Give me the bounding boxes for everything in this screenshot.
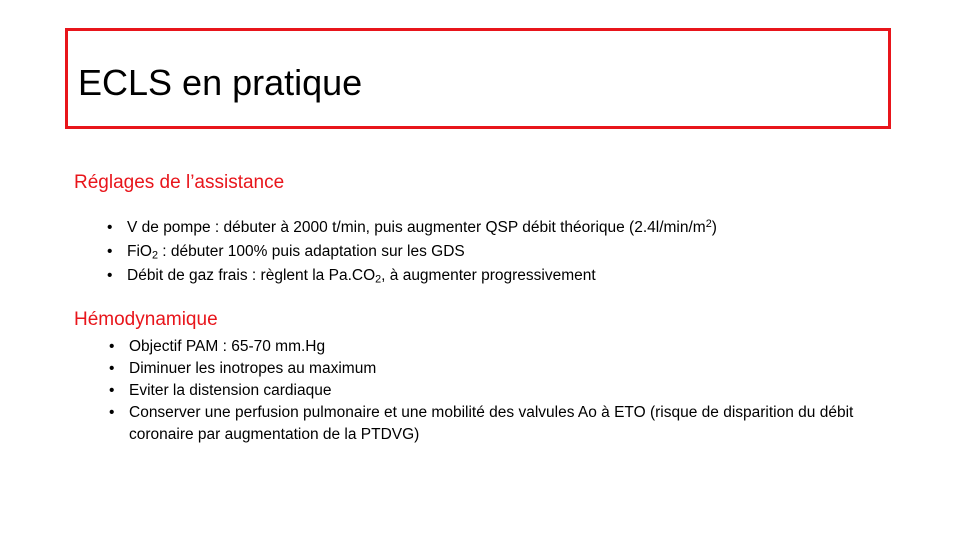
list-item: [109, 380, 914, 402]
bullet-list-reglages: [107, 216, 717, 288]
section-heading-hemodynamique: Hémodynamique: [74, 309, 218, 330]
list-item-text: V de pompe : débuter à 2000 t/min, puis augmenter QSP débit théorique (2.4l/min/m: [127, 219, 706, 236]
list-item-text-suffix: : débuter 100% puis adaptation sur les GDS: [158, 243, 465, 260]
subscript: 2: [151, 249, 158, 262]
bullet-icon: •: [107, 243, 113, 260]
list-item-text-suffix: , à augmenter progressivement: [381, 267, 596, 284]
list-item-text: Eviter la distension cardiaque: [129, 382, 332, 399]
bullet-icon: •: [109, 338, 115, 355]
list-item: [109, 402, 914, 446]
list-item-text: Diminuer les inotropes au maximum: [129, 360, 377, 377]
superscript: 2: [705, 218, 712, 231]
list-item-text-suffix: ): [711, 219, 717, 236]
list-item: [107, 240, 717, 264]
list-item: [109, 358, 914, 380]
subscript: 2: [375, 273, 382, 286]
list-item: [109, 336, 914, 358]
list-item-text: Débit de gaz frais : règlent la Pa.CO: [127, 267, 376, 284]
title-box: [65, 28, 891, 129]
list-item: [107, 264, 717, 288]
bullet-icon: •: [109, 382, 115, 399]
list-item-text: Objectif PAM : 65-70 mm.Hg: [129, 338, 326, 355]
bullet-list-hemodynamique: [109, 336, 914, 446]
list-item-text: FiO: [127, 243, 152, 260]
list-item-text: Conserver une perfusion pulmonaire et une mobilité des valvules Ao à ETO (risque de disparition du débit coronaire par augmentation de la PTDVG): [129, 404, 854, 443]
bullet-icon: •: [107, 219, 113, 236]
slide-title: ECLS en pratique: [78, 62, 363, 103]
list-item: [107, 216, 717, 240]
bullet-icon: •: [109, 360, 115, 377]
bullet-icon: •: [109, 404, 115, 421]
bullet-icon: •: [107, 267, 113, 284]
section-heading-reglages: Réglages de l’assistance: [74, 172, 285, 193]
